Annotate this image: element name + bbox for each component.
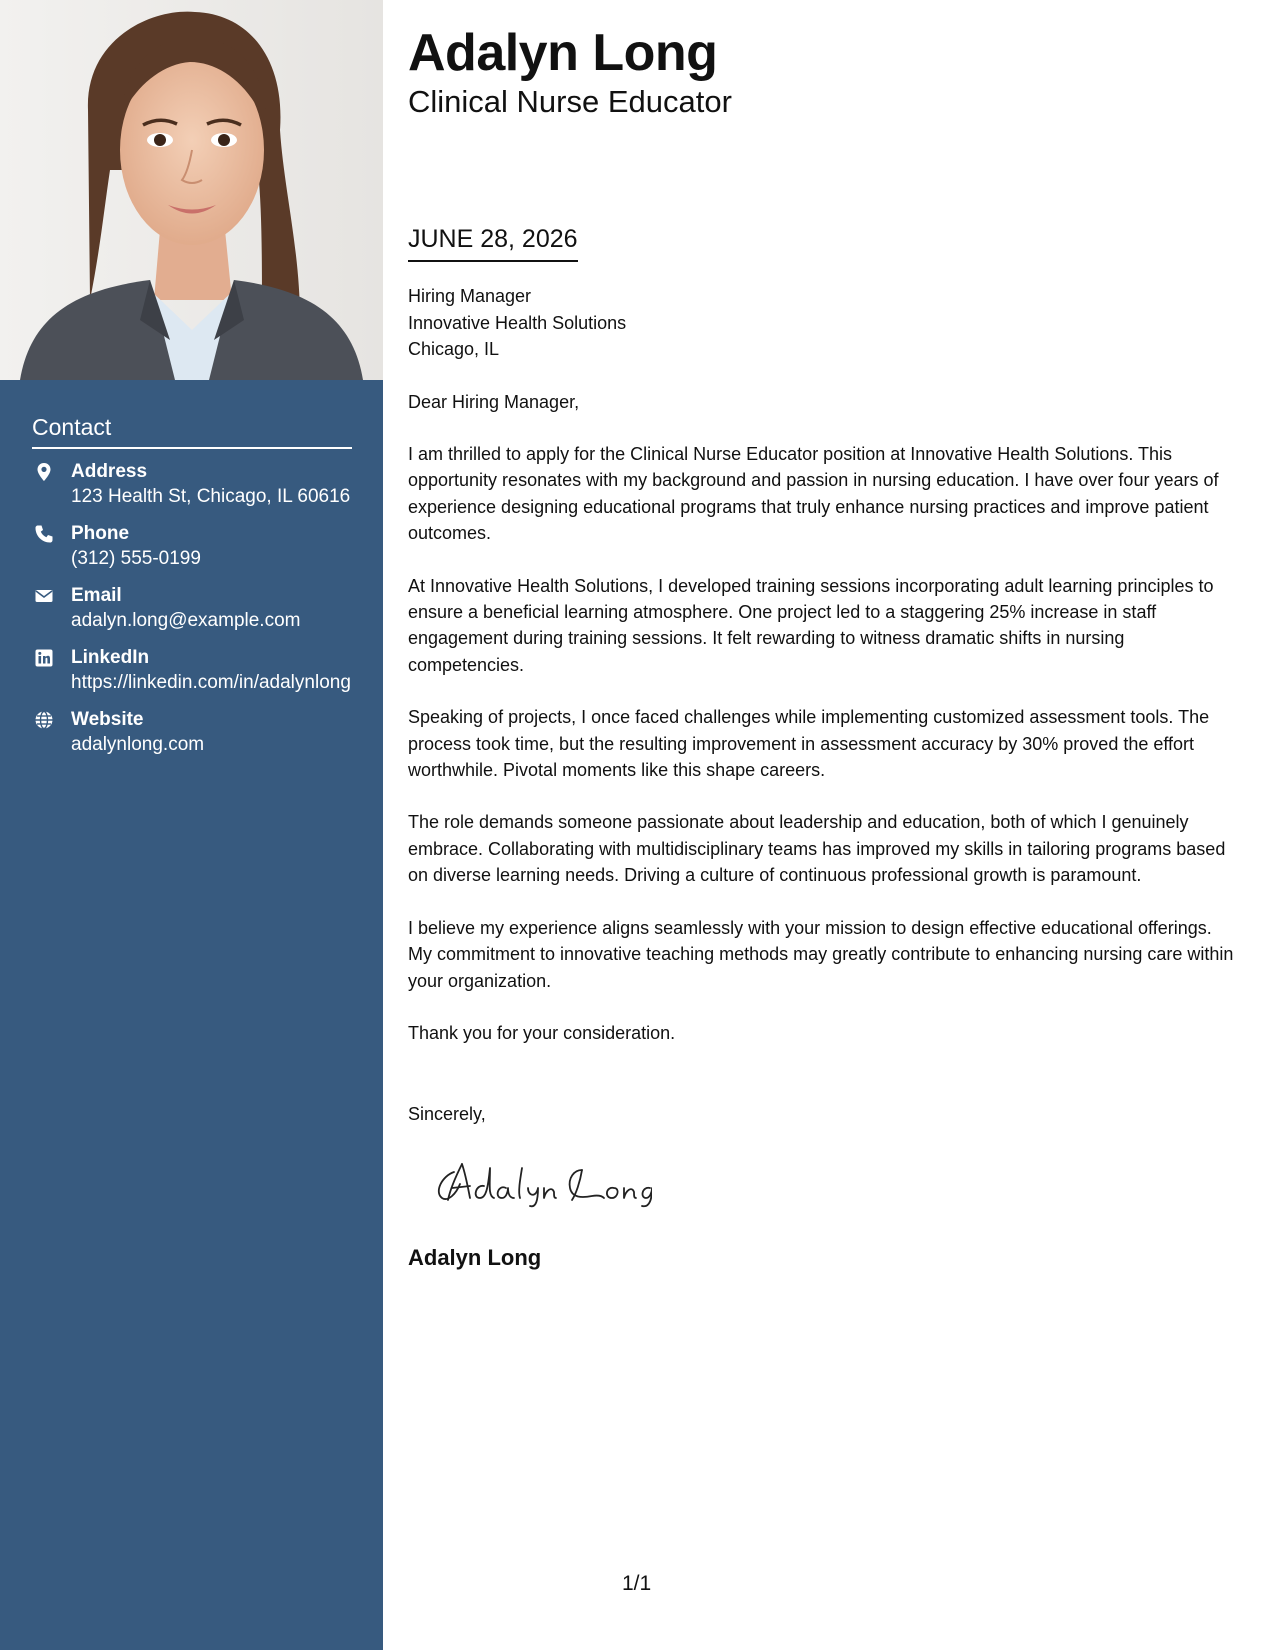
address-label: Address [71,461,148,482]
applicant-name: Adalyn Long [408,24,718,82]
recipient-line: Chicago, IL [408,339,500,359]
letter-date: JUNE 28, 2026 [408,222,578,262]
website-label: Website [71,709,144,730]
linkedin-value[interactable]: https://linkedin.com/in/adalynlong [71,672,351,693]
page-number: 1/1 [622,1572,652,1595]
recipient-block [408,283,626,363]
body-paragraph: Thank you for your consideration. [408,1022,676,1043]
body-paragraph: The role demands someone passionate about leadership and education, both of which I genuinely embrace. Collaborating with multidisciplinary teams has improved my skills in tailoring programs based on diverse learning needs. Driving a culture of continuous professional growth is paramount. [408,812,1226,886]
globe-icon [34,710,54,730]
handwritten-signature [432,1158,652,1208]
applicant-title: Clinical Nurse Educator [408,84,732,119]
body-paragraph: At Innovative Health Solutions, I developed training sessions incorporating adult learning principles to ensure a beneficial learning atmosphere. One project led to a staggering 25% increase in staff engagement during training sessions. It felt rewarding to witness dramatic shifts in nursing competencies. [408,575,1214,675]
envelope-icon [34,586,54,606]
contact-address [32,459,352,509]
website-value[interactable]: adalynlong.com [71,734,205,755]
signed-name: Adalyn Long [408,1245,542,1270]
recipient-line: Hiring Manager [408,286,532,306]
contact-website [32,707,352,757]
contact-section [32,410,352,769]
linkedin-icon [34,648,54,668]
sidebar [0,0,383,1650]
body-paragraph: Speaking of projects, I once faced challenges while implementing customized assessment tools. The process took time, but the resulting improvement in assessment accuracy by 30% proved the effort worthwhile. Pivotal moments like this shape careers. [408,707,1210,781]
contact-phone [32,521,352,571]
closing: Sincerely, [408,1104,486,1124]
email-label: Email [71,585,122,606]
email-value[interactable]: adalyn.long@example.com [71,610,301,631]
salutation: Dear Hiring Manager, [408,392,580,412]
linkedin-label: LinkedIn [71,647,150,668]
contact-email [32,583,352,633]
body-paragraph: I am thrilled to apply for the Clinical Nurse Educator position at Innovative Health Solutions. This opportunity resonates with my background and passion in nursing education. I have over four years of experience designing educational programs that truly enhance nursing practices and improve patient outcomes. [408,444,1219,544]
letter-body [408,441,1238,1072]
body-paragraph: I believe my experience aligns seamlessly with your mission to design effective educational offerings. My commitment to innovative teaching methods may greatly contribute to enhancing nursing care within your organization. [408,917,1234,991]
address-value: 123 Health St, Chicago, IL 60616 [71,486,351,507]
phone-icon [34,524,54,544]
recipient-line: Innovative Health Solutions [408,312,627,333]
phone-value[interactable]: (312) 555-0199 [71,548,201,569]
profile-photo [0,0,383,380]
contact-heading: Contact [32,410,352,449]
map-marker-icon [34,462,54,482]
contact-linkedin [32,645,352,695]
phone-label: Phone [71,523,130,544]
